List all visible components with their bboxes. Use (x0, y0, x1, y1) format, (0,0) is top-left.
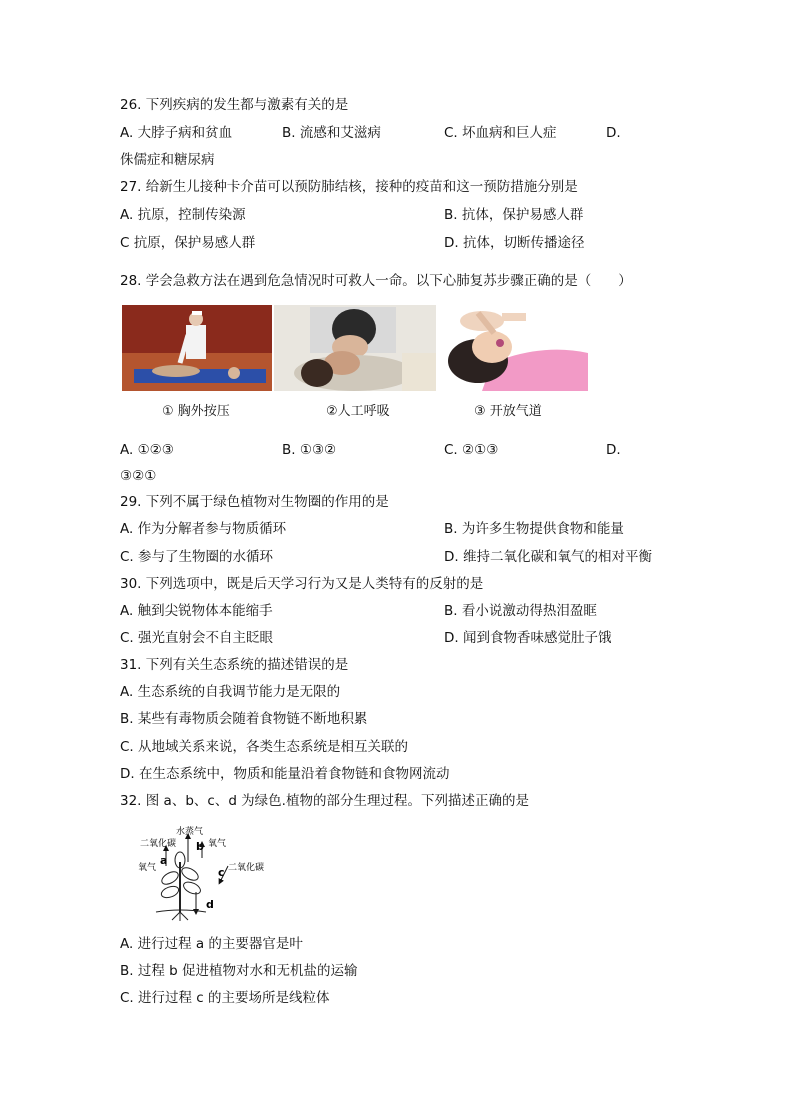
label-water-vapor: 水蒸气 (176, 827, 204, 837)
q31-option-b: B. 某些有毒物质会随着食物链不断地积累 (120, 711, 368, 727)
q29-option-d: D. 维持二氧化碳和氧气的相对平衡 (444, 549, 652, 565)
label-a: a (160, 854, 168, 867)
cpr-caption-1: ① 胸外按压 (162, 404, 230, 419)
label-o2-left: 氧气 (138, 863, 157, 873)
q26-option-b: B. 流感和艾滋病 (282, 125, 381, 141)
label-co2-right: 二氧化碳 (228, 863, 265, 873)
q30-option-c: C. 强光直射会不自主眨眼 (120, 630, 274, 646)
q27-option-c: C 抗原，保护易感人群 (120, 235, 256, 251)
q32-option-b: B. 过程 b 促进植物对水和无机盐的运输 (120, 963, 358, 979)
chest-compression-photo (122, 305, 272, 391)
q31-option-a: A. 生态系统的自我调节能力是无限的 (120, 684, 341, 700)
q28-option-b: B. ①③② (282, 442, 337, 458)
q30-stem: 30. 下列选项中，既是后天学习行为又是人类特有的反射的是 (120, 576, 484, 592)
label-c: c (218, 866, 225, 879)
label-b: b (196, 840, 204, 853)
q28-option-c: C. ②①③ (444, 442, 499, 458)
cpr-caption-2: ②人工呼吸 (326, 404, 390, 419)
plant-process-diagram (136, 822, 286, 922)
q26-option-d-continued: 侏儒症和糖尿病 (120, 152, 215, 168)
q27-option-d: D. 抗体，切断传播途径 (444, 235, 585, 251)
q31-stem: 31. 下列有关生态系统的描述错误的是 (120, 657, 349, 673)
q32-option-a: A. 进行过程 a 的主要器官是叶 (120, 936, 303, 952)
q28-option-d: D. (606, 442, 621, 458)
q31-option-d: D. 在生态系统中，物质和能量沿着食物链和食物网流动 (120, 766, 450, 782)
q32-option-c: C. 进行过程 c 的主要场所是线粒体 (120, 990, 330, 1006)
q30-option-b: B. 看小说激动得热泪盈眶 (444, 603, 597, 619)
open-airway-photo (438, 305, 588, 391)
q29-option-b: B. 为许多生物提供食物和能量 (444, 521, 624, 537)
q26-option-c: C. 坏血病和巨人症 (444, 125, 557, 141)
label-co2-left: 二氧化碳 (140, 839, 177, 849)
q26-option-a: A. 大脖子病和贫血 (120, 125, 233, 141)
q27-option-a: A. 抗原，控制传染源 (120, 207, 246, 223)
q29-stem: 29. 下列不属于绿色植物对生物圈的作用的是 (120, 494, 389, 510)
q30-option-d: D. 闻到食物香味感觉肚子饿 (444, 630, 612, 646)
q32-stem: 32. 图 a、b、c、d 为绿色.植物的部分生理过程。下列描述正确的是 (120, 793, 529, 809)
q27-stem: 27. 给新生儿接种卡介苗可以预防肺结核，接种的疫苗和这一预防措施分别是 (120, 179, 578, 195)
label-d: d (206, 898, 214, 911)
q29-option-a: A. 作为分解者参与物质循环 (120, 521, 287, 537)
q26-option-d: D. (606, 125, 621, 141)
q26-stem: 26. 下列疾病的发生都与激素有关的是 (120, 97, 349, 113)
q28-stem: 28. 学会急救方法在遇到危急情况时可救人一命。以下心肺复苏步骤正确的是（ ） (120, 273, 632, 289)
q28-option-a: A. ①②③ (120, 442, 174, 458)
cpr-caption-3: ③ 开放气道 (474, 404, 542, 419)
q27-option-b: B. 抗体，保护易感人群 (444, 207, 584, 223)
q31-option-c: C. 从地域关系来说，各类生态系统是相互关联的 (120, 739, 409, 755)
q28-option-d-continued: ③②① (120, 468, 157, 484)
q29-option-c: C. 参与了生物圈的水循环 (120, 549, 274, 565)
rescue-breathing-photo (274, 305, 436, 391)
label-o2-right: 氧气 (208, 839, 227, 849)
q30-option-a: A. 触到尖锐物体本能缩手 (120, 603, 273, 619)
